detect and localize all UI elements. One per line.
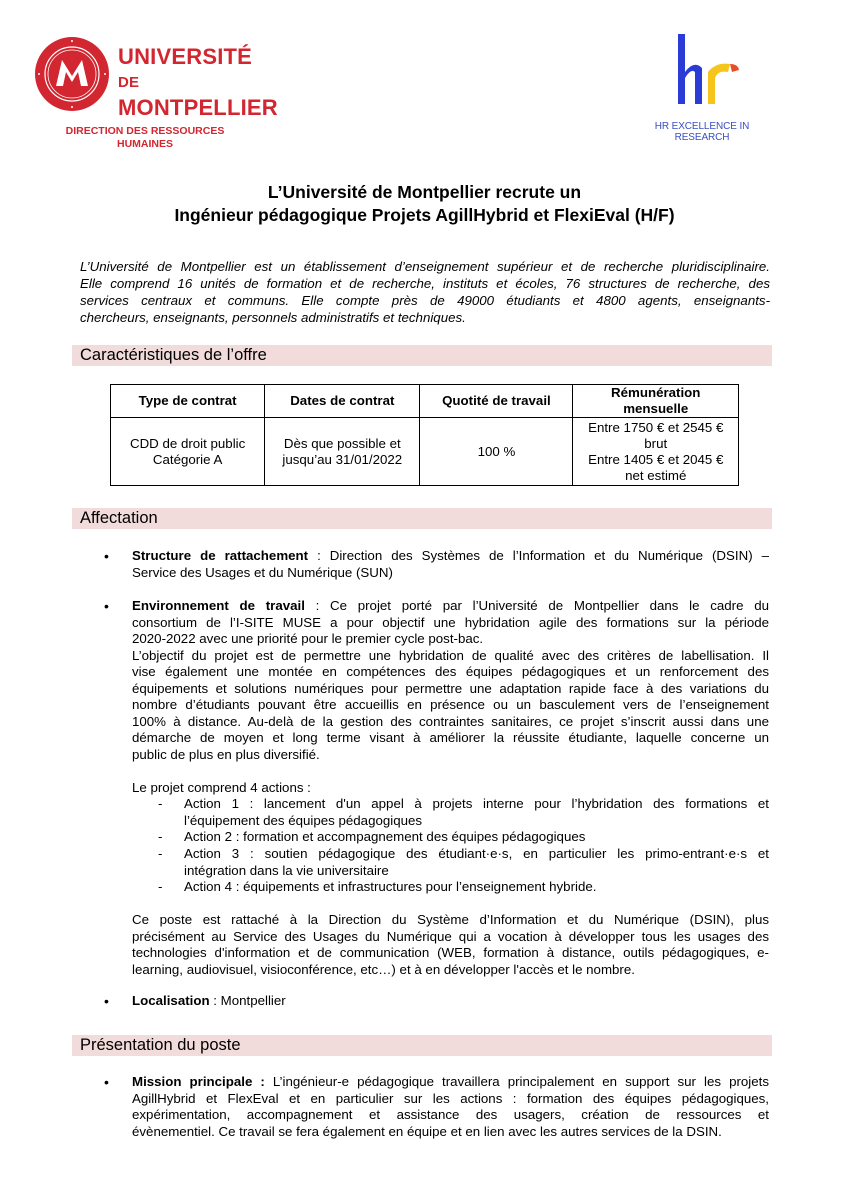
table-header: Rémunération mensuelle bbox=[573, 385, 739, 418]
list-item-location: Localisation : Montpellier bbox=[132, 993, 286, 1008]
table-cell-dates: Dès que possible et jusqu’au 31/01/2022 bbox=[265, 418, 420, 486]
dash-icon: - bbox=[158, 796, 163, 811]
section-heading-offer: Caractéristiques de l’offre bbox=[72, 345, 772, 366]
list-item-mission: Mission principale : L’ingénieur-e pédagogique travaillera principalement en support sur les projets AgillHybrid et FlexEval et en particulier sur les actions : formation des équipes pédagogiques, expérimentation, accompagnement et assistance des usagers, création de ressources et évènementiel. Ce travail se fera également en équipe et en lien avec les autres services de la DSIN. bbox=[132, 1074, 769, 1139]
action-item-3: Action 3 : soutien pédagogique des étudiant·e·s, en particulier les primo-entrant·e·s et intégration dans la vie universitaire bbox=[184, 846, 769, 878]
dash-icon: - bbox=[158, 846, 163, 861]
page-title: L’Université de Montpellier recrute un Ingénieur pédagogique Projets AgillHybrid et FlexiEval (H/F) bbox=[174, 182, 675, 225]
table-row bbox=[111, 418, 739, 486]
offer-table bbox=[110, 384, 739, 486]
table-cell-type: CDD de droit public Catégorie A bbox=[111, 418, 265, 486]
action-item-4: Action 4 : équipements et infrastructures pour l’enseignement hybride. bbox=[184, 879, 597, 894]
hr-excellence-logo-icon bbox=[672, 34, 742, 106]
department-name: DIRECTION DES RESSOURCES HUMAINES bbox=[65, 125, 225, 150]
action-item-2: Action 2 : formation et accompagnement des équipes pédagogiques bbox=[184, 829, 586, 844]
bullet-icon: • bbox=[104, 548, 109, 564]
action-item-1: Action 1 : lancement d'un appel à projets interne pour l’hybridation des formations et l’équipement des équipes pédagogiques bbox=[184, 796, 769, 828]
section-heading-assignment: Affectation bbox=[72, 508, 772, 529]
list-item-environment: Environnement de travail : Ce projet porté par l’Université de Montpellier dans le cadre du consortium de l’I-SITE MUSE a pour objectif une hybridation agile des formations sur la période 2020-2022 avec une priorité pour le premier cycle post-bac. L’objectif du projet est de permettre une hybridation de qualité avec des critères de labellisation. Il vise également une montée en compétences des équipes pédagogiques et un renforcement des équipements et solutions numériques pour permettre une adaptation rapide face à des variations du nombre d’étudiants pouvant être accueillis en présence ou un basculement vers de l’enseignement 100% à distance. Au-delà de la gestion des contraintes sanitaires, ce projet s’inscrit aussi dans une démarche de moyen et long terme visant à améliorer la réussite étudiante, laquelle concerne un public de plus en plus diversifié. Le projet comprend 4 actions : bbox=[132, 598, 769, 795]
table-header: Type de contrat bbox=[111, 385, 265, 418]
table-cell-pay: Entre 1750 € et 2545 € brut Entre 1405 € et 2045 € net estimé bbox=[573, 418, 739, 486]
list-item-structure: Structure de rattachement : Direction des Systèmes de l’Information et du Numérique (DSIN) – Service des Usages et du Numérique (SUN) bbox=[132, 548, 769, 580]
post-paragraph: Ce poste est rattaché à la Direction du Système d’Information et du Numérique (DSIN), plus précisément au Service des Usages du Numérique qui a vocation à développer tous les usages des technologies d'information et de communication (WEB, formation à distance, outils pédagogiques, e- learning, audiovisuel, visioconférence, etc…) et à en développer l'accès et le nombre. bbox=[132, 912, 769, 977]
bullet-icon: • bbox=[104, 1074, 109, 1090]
university-logo bbox=[34, 36, 278, 120]
table-header-row bbox=[111, 385, 739, 418]
university-seal-icon bbox=[34, 36, 110, 112]
dash-icon: - bbox=[158, 879, 163, 894]
section-heading-presentation: Présentation du poste bbox=[72, 1035, 772, 1056]
university-name: UNIVERSITÉ DE MONTPELLIER bbox=[118, 44, 278, 120]
table-cell-quotite: 100 % bbox=[420, 418, 573, 486]
intro-paragraph: L’Université de Montpellier est un établissement d’enseignement supérieur et de recherche pluridisciplinaire. Elle comprend 16 unités de formation et de recherche, instituts et écoles, 76 structures de recherche, des services centraux et communs. Elle compte près de 49000 étudiants et 4800 agents, enseignants- chercheurs, enseignants, personnels administratifs et techniques. bbox=[80, 259, 770, 325]
dash-icon: - bbox=[158, 829, 163, 844]
bullet-icon: • bbox=[104, 993, 109, 1009]
hr-caption: HR EXCELLENCE IN RESEARCH bbox=[654, 121, 750, 143]
table-header: Dates de contrat bbox=[265, 385, 420, 418]
table-header: Quotité de travail bbox=[420, 385, 573, 418]
bullet-icon: • bbox=[104, 598, 109, 614]
